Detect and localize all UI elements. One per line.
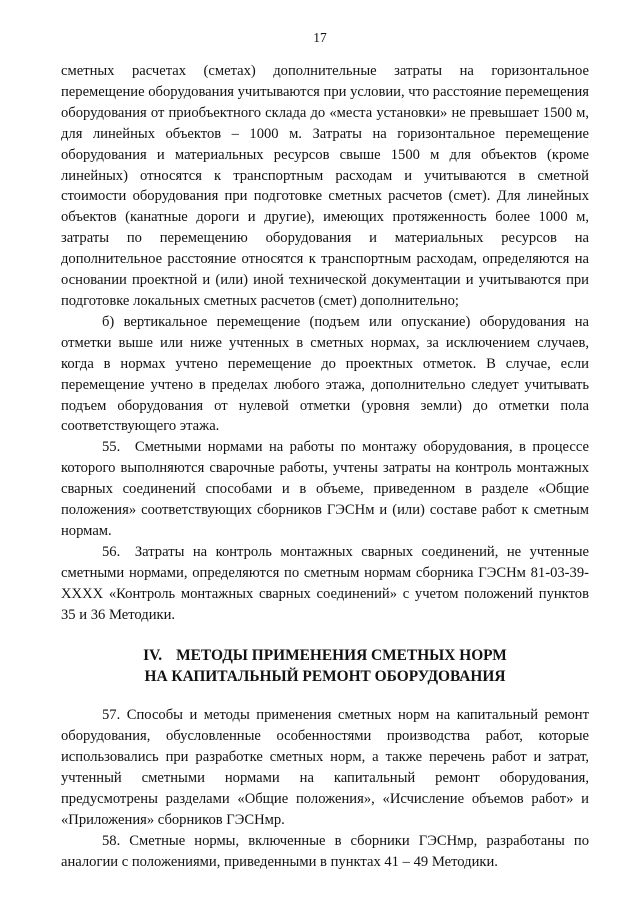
section-title-line2: НА КАПИТАЛЬНЫЙ РЕМОНТ ОБОРУДОВАНИЯ bbox=[144, 668, 506, 686]
paragraph-58: 58. Сметные нормы, включенные в сборники ГЭСНмр, разработаны по аналогии с положениями, приведенными в пунктах 41 – 49 Методики. bbox=[61, 832, 589, 870]
section-heading bbox=[61, 645, 589, 687]
section-heading-line1 bbox=[61, 645, 589, 666]
paragraph-continuation: сметных расчетах (сметах) дополнительные затраты на горизонтальное перемещение оборудования учитываются при условии, что расстояние перемещения оборудования от приобъектного склада до «места установки» не превышает 1500 м, для линейных объектов – 1000 м. Затраты на горизонтальное перемещение оборудования и материальных ресурсов свыше 1500 м для объектов (кроме линейных) относятся к транспортным расходам и учитываются в сметной стоимости оборудования при подготовке сметных расчетов (смет). Для линейных объектов (канатные дороги и другие), имеющих протяженность более 1000 м, затраты по перемещению оборудования и материальных ресурсов на дополнительное расстояние относятся к транспортным расходам, определяются на основании проектной и (или) иной технической документации и учитываются при подготовке локальных сметных расчетов (смет) дополнительно; bbox=[61, 63, 589, 309]
paragraph-55: 55. Сметными нормами на работы по монтажу оборудования, в процессе которого выполняются сварочные работы, учтены затраты на контроль монтажных сварных соединений способами и в объеме, приведенном в разделе «Общие положения» соответствующих сборников ГЭСНм и (или) составе работ к сметным нормам. bbox=[61, 439, 589, 539]
paragraph-b: б) вертикальное перемещение (подъем или опускание) оборудования на отметки выше или ниже учтенных в сметных нормах, за исключением случаев, когда в нормах учтено перемещение до проектных отметок. В случае, если перемещение учтено в пределах любого этажа, дополнительно следует учитывать подъем оборудования от нулевой отметки (уровня земли) до отметки пола соответствующего этажа. bbox=[61, 313, 589, 435]
page-number: 17 bbox=[313, 30, 327, 45]
paragraph-57: 57. Способы и методы применения сметных норм на капитальный ремонт оборудования, обусловленные особенностями производства работ, которые использовались при разработке сметных норм, а также перечень работ и затрат, учтенный сметными нормами на капитальный ремонт оборудования, предусмотрены разделами «Общие положения», «Исчисление объемов работ» и «Приложения» сборников ГЭСНмр. bbox=[61, 707, 589, 828]
section-title-line1: МЕТОДЫ ПРИМЕНЕНИЯ СМЕТНЫХ НОРМ bbox=[176, 647, 507, 665]
paragraph-56: 56. Затраты на контроль монтажных сварных соединений, не учтенные сметными нормами, определяются по сметным нормам сборника ГЭСНм 81-03-39-ХХХХ «Контроль монтажных сварных соединений» с учетом положений пунктов 35 и 36 Методики. bbox=[61, 543, 589, 623]
page-content bbox=[61, 61, 589, 873]
section-number: IV. bbox=[143, 647, 163, 665]
